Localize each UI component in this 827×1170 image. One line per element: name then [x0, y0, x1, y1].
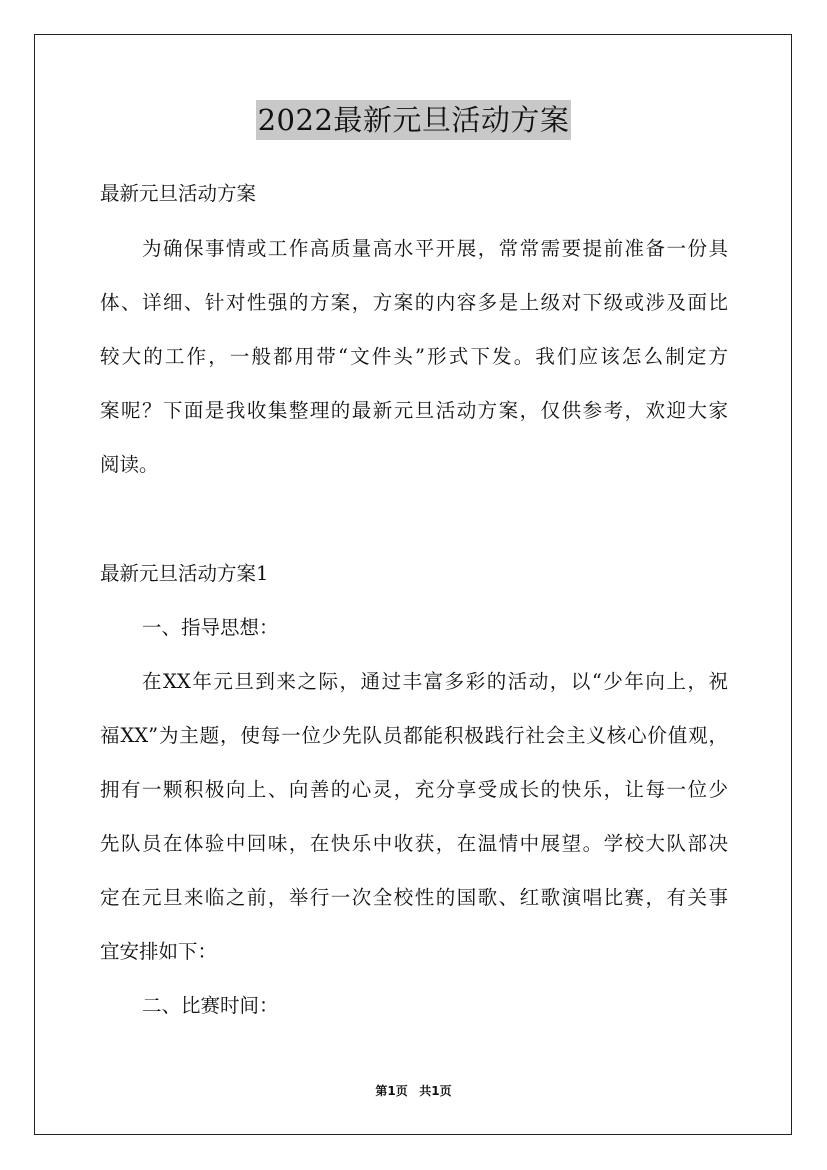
intro-line-4: 案呢？下面是我收集整理的最新元旦活动方案，仅供参考，欢迎大家	[100, 399, 728, 422]
intro-line-1: 为确保事情或工作高质量高水平开展，常常需要提前准备一份具	[142, 237, 728, 260]
intro-line-2: 体、详细、针对性强的方案，方案的内容多是上级对下级或涉及面比	[100, 291, 728, 314]
body-line-1: 在XX年元旦到来之际，通过丰富多彩的活动，以“少年向上，祝	[142, 670, 728, 693]
body-line-5: 定在元旦来临之前，举行一次全校性的国歌、红歌演唱比赛，有关事	[100, 886, 728, 909]
document-heading: 最新元旦活动方案	[100, 182, 257, 205]
body-line-4: 先队员在体验中回味，在快乐中收获，在温情中展望。学校大队部决	[100, 832, 728, 855]
intro-line-3: 较大的工作，一般都用带“文件头”形式下发。我们应该怎么制定方	[100, 345, 728, 368]
page-footer	[0, 1083, 827, 1099]
section-heading: 最新元旦活动方案1	[100, 562, 269, 585]
subsection-heading-time: 二、比赛时间：	[142, 994, 279, 1017]
subsection-heading-guiding: 一、指导思想：	[142, 616, 279, 639]
document-title: 2022最新元旦活动方案	[256, 100, 572, 140]
intro-line-5: 阅读。	[100, 453, 159, 476]
page-total: 共1页	[419, 1084, 452, 1098]
page-number: 第1页	[375, 1084, 408, 1098]
body-line-6: 宜安排如下：	[100, 940, 218, 963]
body-line-2: 福XX”为主题，使每一位少先队员都能积极践行社会主义核心价值观，	[100, 724, 728, 747]
body-line-3: 拥有一颗积极向上、向善的心灵，充分享受成长的快乐，让每一位少	[100, 778, 728, 801]
title-container	[0, 100, 827, 140]
